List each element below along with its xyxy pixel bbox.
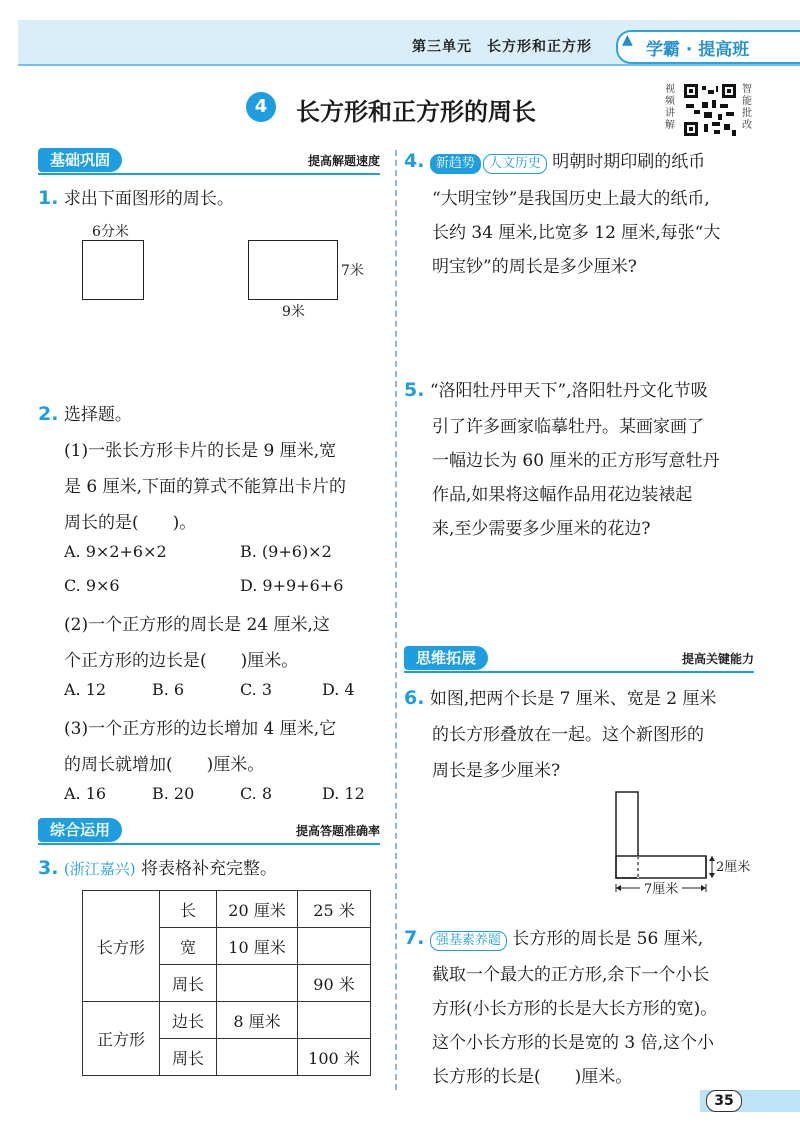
column-divider (395, 150, 397, 1090)
q7-text-5: 长方形的长是( )厘米。 (432, 1067, 633, 1087)
q1-text: 求出下面图形的周长。 (63, 189, 234, 209)
brand-label: 学霸 · 提高班 (646, 40, 750, 60)
q5-text-4: 作品,如果将这幅作品用花边装裱起 (432, 485, 693, 505)
q2-p3-option-d: D. 12 (322, 784, 365, 803)
q6-line1 (404, 684, 717, 709)
lesson-title: 长方形和正方形的周长 (296, 98, 536, 126)
q2-p2-option-a: A. 12 (64, 680, 107, 699)
q2-p1-option-a: A. 9×2+6×2 (64, 542, 167, 561)
qr-right-caption: 智能批改 (742, 84, 752, 131)
q4-text-1: 明朝时期印刷的纸币 (552, 152, 706, 172)
q3-cell-r-perim-1[interactable] (217, 965, 298, 1002)
section-apply-underline (38, 843, 380, 845)
section-basic-underline (38, 173, 380, 175)
section-think-label: 思维拓展 (404, 646, 488, 670)
q7-text-3: 方形(小长方形的长是大长方形的宽)。 (432, 999, 718, 1019)
q3-cell-r-wide-2[interactable] (298, 928, 371, 965)
q7-text-4: 这个小长方形的长是宽的 3 倍,这个小 (432, 1033, 715, 1053)
q3-cell-r-long-1: 20 厘米 (217, 891, 298, 928)
q2-number: 2. (38, 403, 59, 425)
q2-p1-line1: (1)一张长方形卡片的长是 9 厘米,宽 (64, 441, 337, 461)
q3-cell-side: 边长 (160, 1002, 217, 1039)
q7-tag: 强基素养题 (430, 931, 507, 951)
unit-title: 第三单元 长方形和正方形 (412, 39, 592, 55)
q6-length-label: 7厘米 (644, 882, 679, 897)
q2-p2-line2: 个正方形的边长是( )厘米。 (64, 651, 299, 671)
section-think-underline (404, 671, 754, 673)
q2-p1-option-d: D. 9+9+6+6 (240, 576, 344, 595)
q4-number: 4. (404, 150, 425, 172)
q2-p2-option-d: D. 4 (322, 680, 355, 699)
q3-cell-long: 长 (160, 891, 217, 928)
q3-number: 3. (38, 857, 59, 879)
q3-cell-r-perim-2: 90 米 (298, 965, 371, 1002)
q2-p3-line2: 的周长就增加( )厘米。 (64, 755, 265, 775)
q2-p3-line1: (3)一个正方形的边长增加 4 厘米,它 (64, 719, 337, 739)
qr-code-icon[interactable] (682, 82, 738, 138)
q4-text-4: 明宝钞”的周长是多少厘米? (432, 257, 637, 277)
q1-rectangle (248, 240, 338, 300)
q6-number: 6. (404, 687, 425, 709)
section-apply-subtitle: 提高答题准确率 (295, 824, 380, 838)
q3-source: (浙江嘉兴) (63, 860, 136, 878)
qr-left-caption: 视频讲解 (665, 84, 675, 131)
q5-text-2: 引了许多画家临摹牡丹。某画家画了 (432, 417, 704, 437)
q3-cell-s-perim-2: 100 米 (298, 1039, 371, 1076)
q7-text-2: 截取一个最大的正方形,余下一个小长 (432, 965, 710, 985)
q7-line1 (404, 924, 703, 951)
q4-tag-culture: 人文历史 (483, 154, 547, 174)
q3-cell-s-perim: 周长 (160, 1039, 217, 1076)
section-basic-subtitle: 提高解题速度 (307, 154, 380, 168)
q1-square (82, 240, 144, 300)
q3-cell-s-side-2[interactable] (298, 1002, 371, 1039)
section-apply-label: 综合运用 (38, 818, 122, 842)
q3-cell-perim: 周长 (160, 965, 217, 1002)
q5-text-3: 一幅边长为 60 厘米的正方形写意牡丹 (432, 451, 720, 471)
q3-cell-rect: 长方形 (83, 891, 160, 1002)
q3-cell-s-perim-1[interactable] (217, 1039, 298, 1076)
lesson-number: 4 (246, 92, 276, 122)
q2-p1-option-b: B. (9+6)×2 (240, 542, 332, 561)
q2-line (38, 400, 132, 425)
q1-number: 1. (38, 187, 59, 209)
q2-p3-option-b: B. 20 (152, 784, 195, 803)
q1-square-label: 6分米 (92, 224, 129, 240)
q5-text-1: “洛阳牡丹甲天下”,洛阳牡丹文化节吸 (429, 381, 708, 401)
page-number: 35 (706, 1090, 742, 1112)
q5-line1 (404, 376, 708, 401)
q7-text-1: 长方形的周长是 56 厘米, (512, 929, 704, 949)
q4-line1 (404, 147, 705, 174)
q3-cell-s-side-1: 8 厘米 (217, 1002, 298, 1039)
q6-width-label: 2厘米 (716, 860, 751, 875)
q5-number: 5. (404, 379, 425, 401)
q3-cell-square: 正方形 (83, 1002, 160, 1076)
q6-text-3: 周长是多少厘米? (432, 761, 561, 781)
q3-cell-r-long-2: 25 米 (298, 891, 371, 928)
q6-text-2: 的长方形叠放在一起。这个新图形的 (432, 725, 704, 745)
q6-text-1: 如图,把两个长是 7 厘米、宽是 2 厘米 (429, 689, 717, 709)
q7-number: 7. (404, 927, 425, 949)
q3-cell-r-wide-1: 10 厘米 (217, 928, 298, 965)
section-basic (38, 148, 380, 172)
section-think (404, 646, 754, 670)
q1-rect-width-label: 9米 (282, 304, 305, 320)
graduation-cap-icon: ▲ (622, 32, 633, 48)
q2-text: 选择题。 (63, 405, 132, 425)
q1-rect-height-label: 7米 (341, 263, 364, 279)
q2-p3-option-a: A. 16 (64, 784, 107, 803)
q4-tag-trend: 新趋势 (430, 154, 481, 174)
q4-text-3: 长约 34 厘米,比宽多 12 厘米,每张“大 (432, 223, 721, 243)
q2-p1-line3: 周长的是( )。 (64, 513, 197, 533)
q5-text-5: 来,至少需要多少厘米的花边? (432, 519, 651, 539)
section-apply (38, 818, 380, 842)
q2-p3-option-c: C. 8 (240, 784, 273, 803)
q4-text-2: “大明宝钞”是我国历史上最大的纸币, (432, 189, 710, 209)
q3-line (38, 854, 277, 879)
q6-figure (600, 786, 760, 898)
q2-p2-option-c: C. 3 (240, 680, 273, 699)
q1-line (38, 184, 234, 209)
q2-p1-line2: 是 6 厘米,下面的算式不能算出卡片的 (64, 477, 347, 497)
q2-p1-option-c: C. 9×6 (64, 576, 120, 595)
q3-table (82, 890, 371, 1076)
q2-p2-option-b: B. 6 (152, 680, 185, 699)
section-think-subtitle: 提高关键能力 (681, 652, 754, 666)
q3-cell-wide: 宽 (160, 928, 217, 965)
q2-p2-line1: (2)一个正方形的周长是 24 厘米,这 (64, 615, 330, 635)
section-basic-label: 基础巩固 (38, 148, 122, 172)
q3-text: 将表格补充完整。 (140, 859, 277, 879)
